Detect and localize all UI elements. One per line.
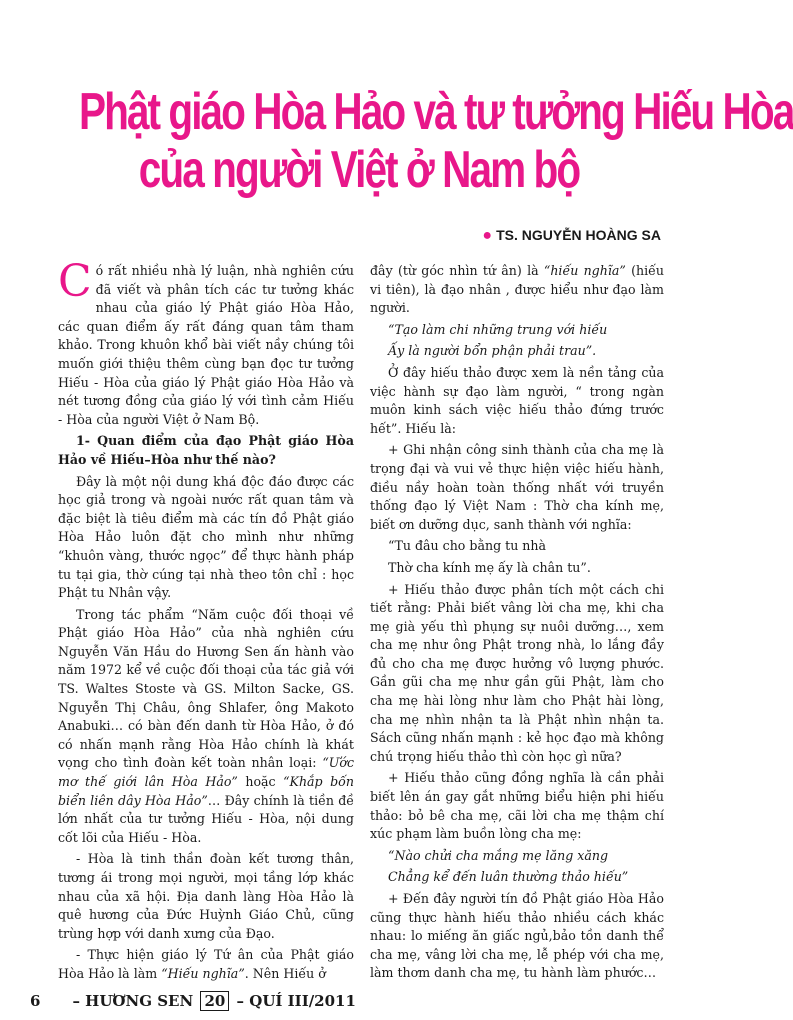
paragraph: đây (từ góc nhìn tứ ân) là “hiếu nghĩa” (hiếu vi tiên), là đạo nhân , được hiểu như đạo làm người. <box>370 263 664 316</box>
section-heading: 1- Quan điểm của đạo Phật giáo Hòa Hảo về Hiếu–Hòa như thế nào? <box>58 433 354 467</box>
author-byline <box>482 227 661 245</box>
verse-line: Chẳng kể đến luân thường thảo hiếu” <box>388 869 629 885</box>
verse-line: “Tạo làm chi những trung với hiếu <box>388 321 608 337</box>
paragraph-intro: Có rất nhiều nhà lý luận, nhà nghiên cứu đã viết và phân tích các tư tưởng khác nhau của giáo lý Phật giáo Hòa Hảo, các quan điểm ấy rất đáng quan tâm tham khảo. Trong khuôn khổ bài viết nầy chúng tôi muốn giới thiệu thêm cùng bạn đọc tư tưởng Hiếu - Hòa của giáo lý Phật giáo Hòa Hảo và nét tương đồng của giáo lý với tình cảm Hiếu - Hòa của người Việt ở Nam Bộ. <box>58 256 354 427</box>
verse-line: Ấy là người bổn phận phải trau”. <box>388 343 597 359</box>
page-footer <box>30 992 356 1010</box>
author-name: TS. NGUYỄN HOÀNG SA <box>496 227 661 243</box>
issue-quarter: – QUÍ III/2011 <box>236 992 356 1010</box>
verse-line: “Tu đâu cho bằng tu nhà <box>388 538 547 554</box>
bullet-icon: ● <box>482 227 493 244</box>
article-title-line-1: Phật giáo Hòa Hảo và tư tưởng Hiếu Hòa <box>78 83 793 141</box>
paragraph: + Đến đây người tín đồ Phật giáo Hòa Hảo cũng thực hành hiếu thảo nhiều cách khác nhau: lo miếng ăn giấc ngủ,bảo tồn danh thể cha mẹ, vâng lời cha mẹ, lễ phép với cha mẹ, làm thơm danh cha mẹ, tu hành làm phước… <box>370 891 664 981</box>
paragraph: + Ghi nhận công sinh thành của cha mẹ là trọng đại và vui vẻ thực hiện việc hiếu hành, điều nầy hoàn toàn thống nhất với truyền thống đạo lý Việt Nam : Thờ cha kính mẹ, biết ơn dưỡng dục, sanh thành với nghĩa: <box>370 442 664 532</box>
paragraph: Trong tác phẩm “Năm cuộc đối thoại về Phật giáo Hòa Hảo” của nhà nghiên cứu Nguyễn Văn Hầu do Hương Sen ấn hành vào năm 1972 kể về cuộc đối thoại của tác giả với TS. Waltes Stoste và GS. Milton Sacke, GS. Nguyễn Thị Châu, ông Shlafer, ông Makoto Anabuki… có bàn đến danh từ Hòa Hảo, ở đó có nhấn mạnh rằng Hòa Hảo chính là khát vọng cho tình đoàn kết toàn nhân loại: “Ước mơ thế giới lân Hòa Hảo” hoặc “Khắp bốn biển liên dây Hòa Hảo”… Đây chính là tiền đề lớn nhất của tư tưởng Hiếu - Hòa, nội dung cốt lõi của Hiếu - Hòa. <box>58 606 354 845</box>
paragraph: + Hiếu thảo cũng đồng nghĩa là cần phải biết lên án gay gắt những biểu hiện phi hiếu thảo: bỏ bê cha mẹ, cãi lời cha mẹ thậm chí xúc phạm làm buồn lòng cha mẹ: <box>370 770 664 842</box>
article-title-line-2: của người Việt ở Nam bộ <box>138 141 580 199</box>
paragraph: + Hiếu thảo được phân tích một cách chi tiết rằng: Phải biết vâng lời cha mẹ, khi cha mẹ già yếu thì phụng sự nuôi dưỡng…, xem cha mẹ như ông Phật trong nhà, lo lắng đầy đủ cho cha mẹ được hưởng vô lượng phước. Gần gũi cha mẹ như gần gũi Phật, làm cho cha mẹ hài lòng như làm cho Phật hài lòng, cha mẹ nhìn nhận ta là Phật nhìn nhận ta. Sách cũng nhấn mạnh : kẻ học đạo mà không chú trọng hiếu thảo thì còn học gì nữa? <box>370 581 664 764</box>
verse-line: “Nào chửi cha mắng mẹ lăng xăng <box>388 847 609 863</box>
verse-line: Thờ cha kính mẹ ấy là chân tu”. <box>388 559 591 575</box>
page-number: 6 <box>30 992 41 1010</box>
left-column <box>58 256 354 987</box>
paragraph: Ở đây hiếu thảo được xem là nền tảng của việc hành sự đạo làm người, “ trong ngàn muôn kinh sách việc hiếu thảo đứng trước hết”. Hiếu là: <box>370 364 664 436</box>
paragraph: Đây là một nội dung khá độc đáo được các học giả trong và ngoài nước rất quan tâm và đặc biệt là tiêu điểm mà các tín đồ Phật giáo Hòa Hảo luôn đặt cho mình như những “khuôn vàng, thước ngọc” để thực hành pháp tu tại gia, thờ cúng tại nhà theo tôn chỉ : học Phật tu Nhân vậy. <box>58 473 354 601</box>
right-column <box>370 262 664 986</box>
paragraph: - Thực hiện giáo lý Tứ ân của Phật giáo Hòa Hảo là làm “Hiếu nghĩa”. Nên Hiếu ở <box>58 947 354 981</box>
paragraph: - Hòa là tinh thần đoàn kết tương thân, tương ái trong mọi người, mọi tầng lớp khác nhau của xã hội. Địa danh làng Hòa Hảo là quê hương của Đức Huỳnh Giáo Chủ, cũng trùng hợp với danh xưng của Đạo. <box>58 851 354 941</box>
issue-number: 20 <box>200 991 229 1011</box>
drop-cap: C <box>58 256 92 307</box>
magazine-name: – HƯƠNG SEN <box>72 992 194 1010</box>
